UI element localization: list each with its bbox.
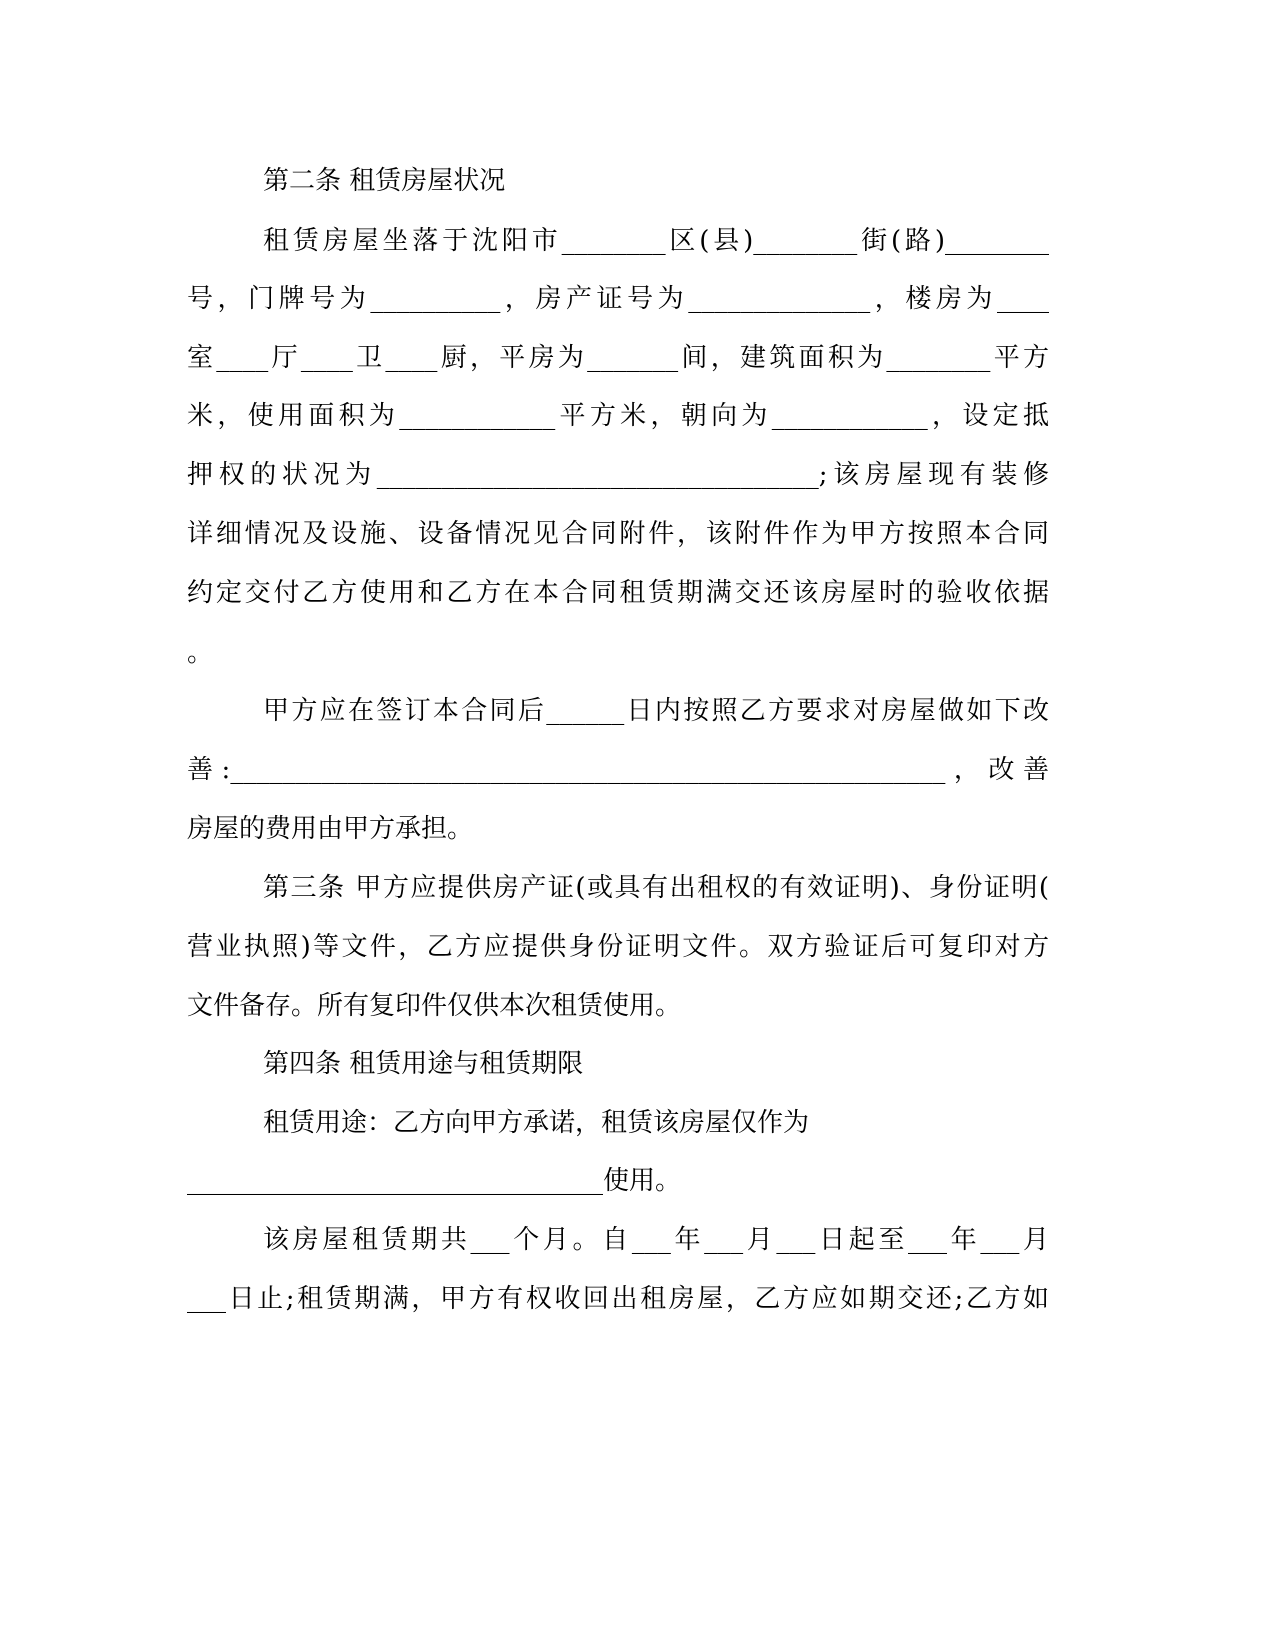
article-3-line: 第三条 甲方应提供房产证(或具有出租权的有效证明)、身份证明( [263,873,1049,903]
paragraph-line: 营业执照)等文件，乙方应提供身份证明文件。双方验证后可复印对方 [187,932,1049,962]
article-2-heading: 第二条 租赁房屋状况 [263,166,506,196]
paragraph-line: 约定交付乙方使用和乙方在本合同租赁期满交还该房屋时的验收依据 [187,578,1049,608]
paragraph-line: ___日止;租赁期满，甲方有权收回出租房屋，乙方应如期交还;乙方如 [187,1284,1049,1314]
paragraph-line: 押权的状况为__________________________________;该房屋现有装修 [187,460,1049,490]
paragraph-line: 该房屋租赁期共___个月。自___年___月___日起至___年___月 [263,1225,1049,1255]
paragraph-line: 。 [187,638,214,668]
paragraph-line: 详细情况及设施、设备情况见合同附件，该附件作为甲方按照本合同 [187,519,1049,549]
paragraph-line: 租赁用途：乙方向甲方承诺，租赁该房屋仅作为 [263,1108,810,1138]
paragraph-line: 租赁房屋坐落于沈阳市________区(县)________街(路)________ [263,226,1049,256]
paragraph-line: 米，使用面积为____________平方米，朝向为____________，设定抵 [187,401,1049,431]
paragraph-line: 文件备存。所有复印件仅供本次租赁使用。 [187,991,682,1021]
paragraph-line: ________________________________使用。 [187,1166,682,1196]
paragraph-line: 甲方应在签订本合同后______日内按照乙方要求对房屋做如下改 [263,696,1049,726]
paragraph-line: 善:_______________________________________________________，改善 [187,755,1049,785]
article-4-heading: 第四条 租赁用途与租赁期限 [263,1049,584,1079]
paragraph-line: 房屋的费用由甲方承担。 [187,814,474,844]
paragraph-line: 号，门牌号为__________，房产证号为______________，楼房为____ [187,284,1049,314]
paragraph-line: 室____厅____卫____厨，平房为_______间，建筑面积为________平方 [187,343,1049,373]
